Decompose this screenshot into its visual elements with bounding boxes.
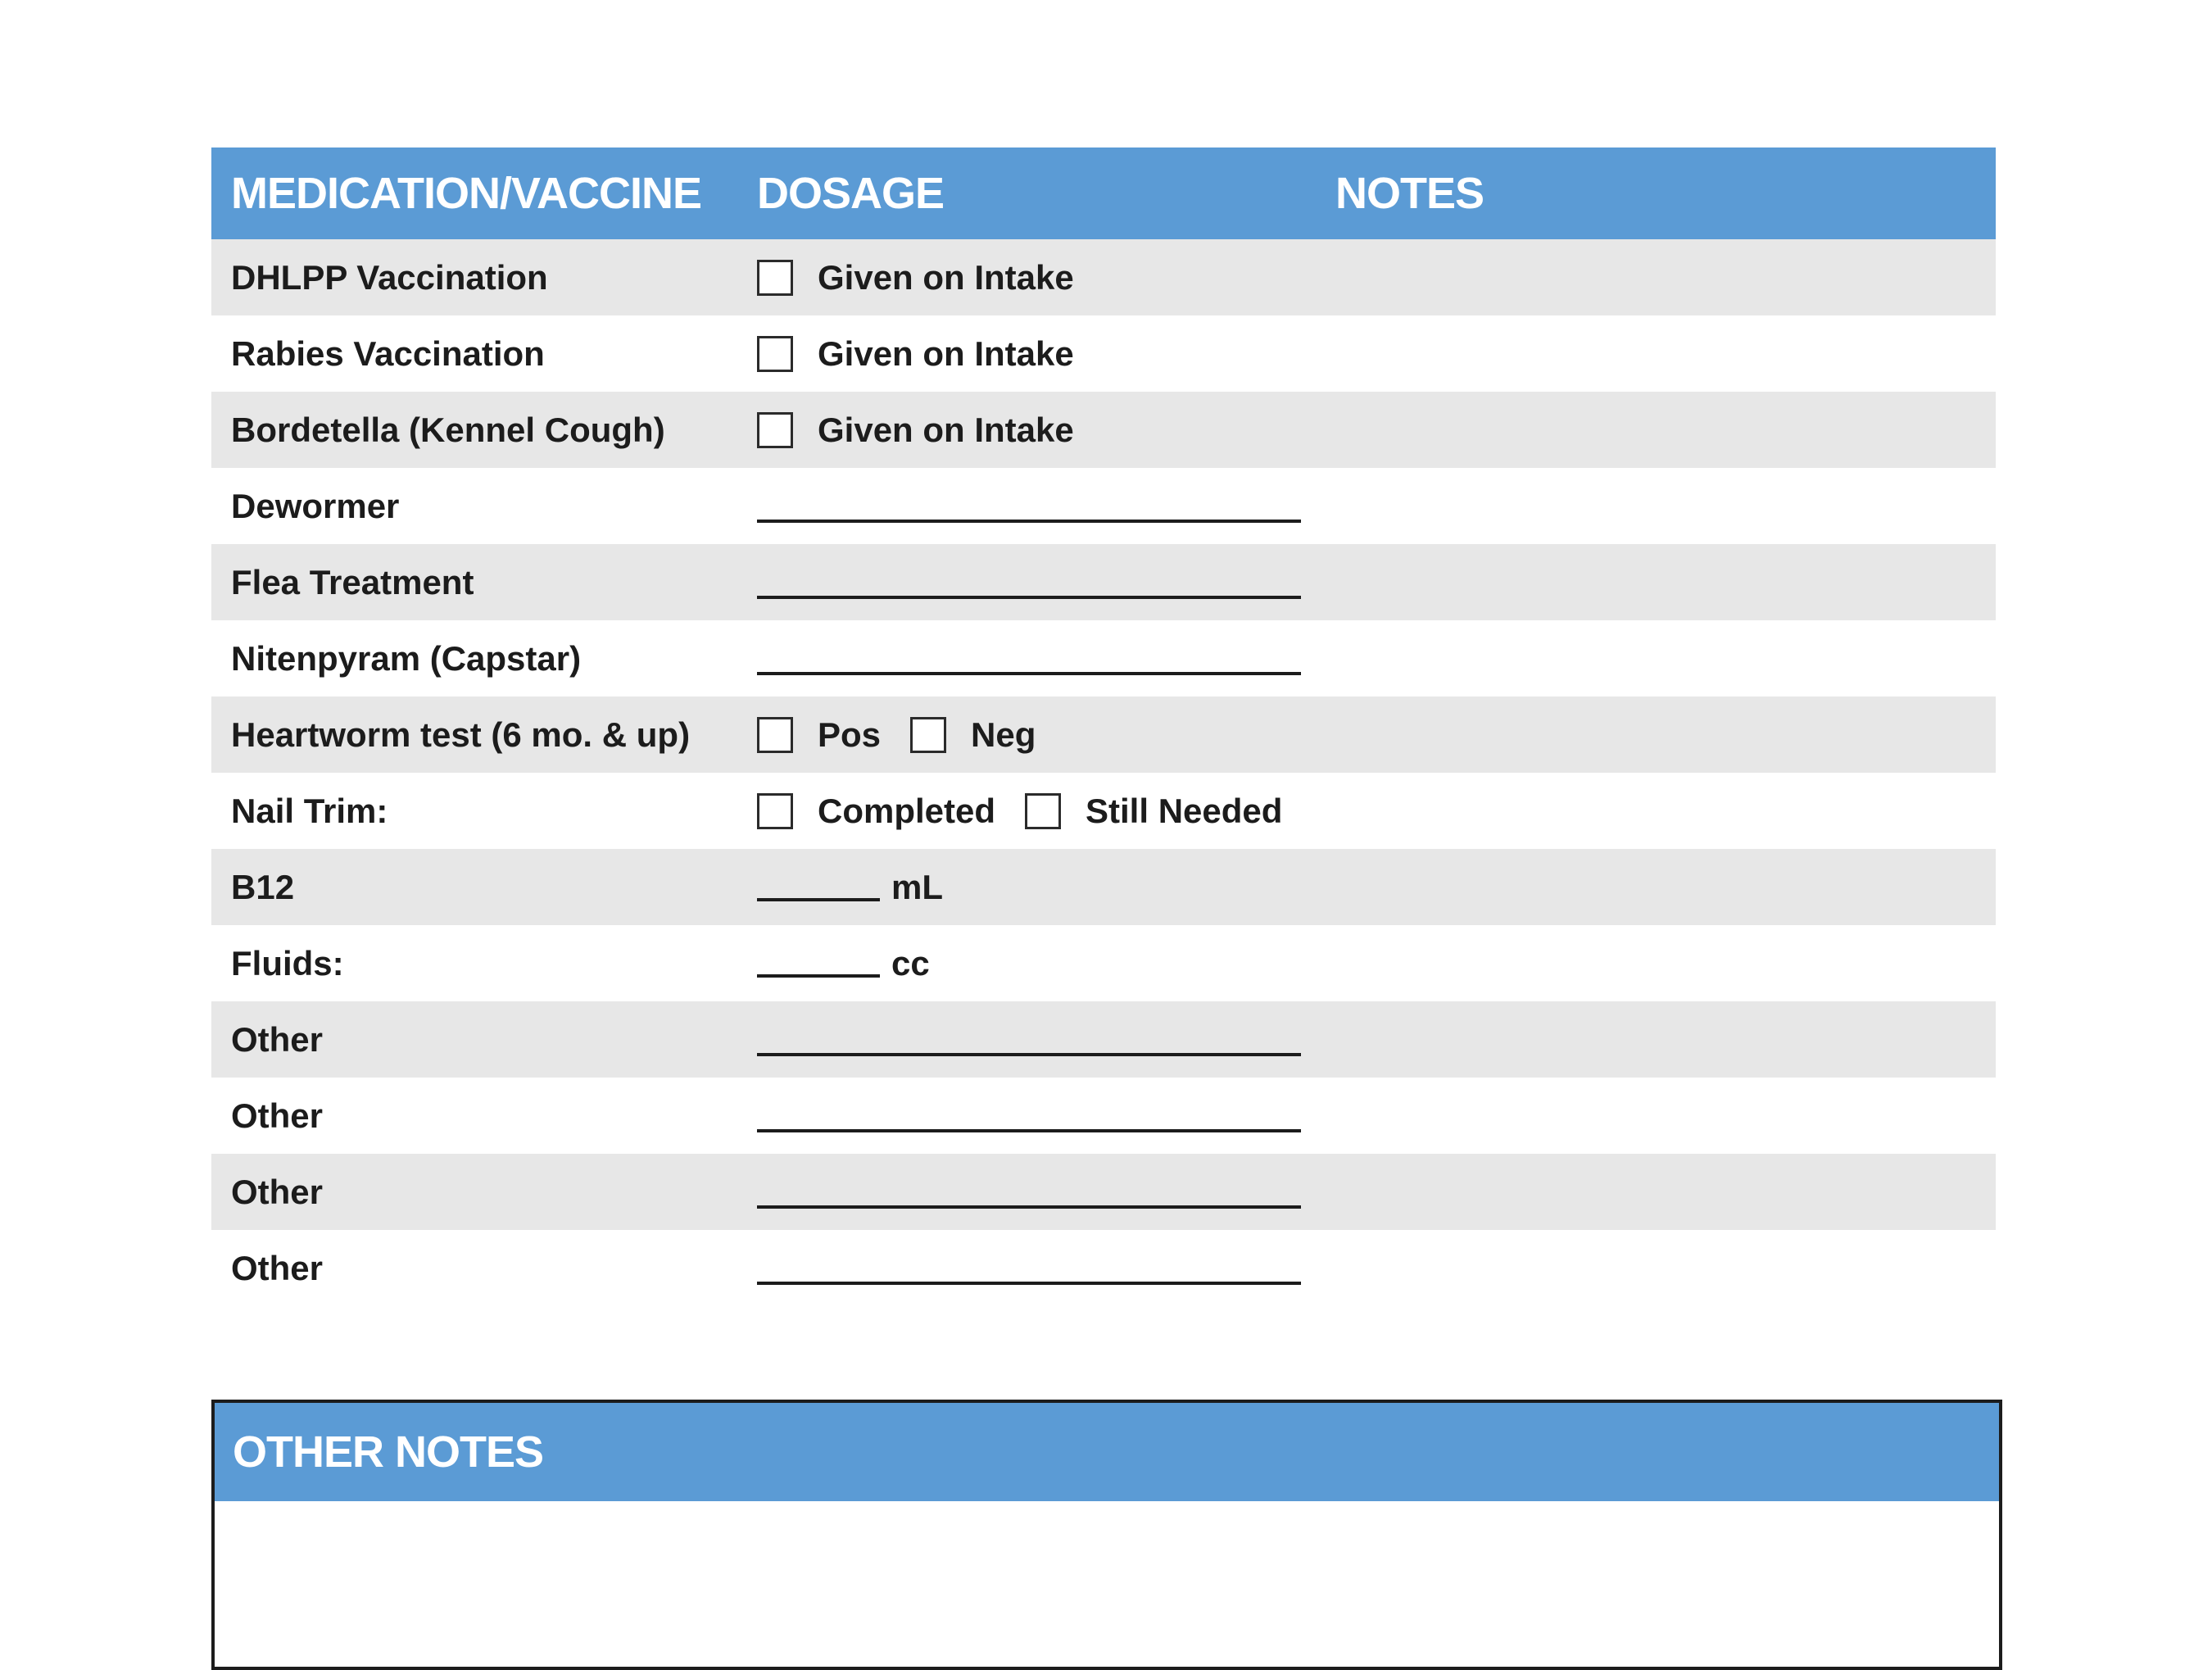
checkbox[interactable] (757, 412, 793, 448)
table-row (211, 315, 1996, 392)
table-row (211, 544, 1996, 620)
dosage-input-line[interactable] (757, 520, 1301, 523)
dosage-cell (739, 697, 1335, 773)
table-row (211, 1078, 1996, 1154)
notes-cell[interactable] (1335, 1154, 1996, 1230)
header-dosage: DOSAGE (757, 169, 945, 218)
dosage-cell (739, 468, 1335, 544)
dosage-input-line[interactable] (757, 1053, 1301, 1056)
dosage-cell (739, 315, 1335, 392)
checkbox-label: Given on Intake (818, 334, 1074, 373)
medication-name: DHLPP Vaccination (231, 257, 548, 297)
checkbox-label: Still Needed (1086, 791, 1283, 830)
medication-name: Nail Trim: (231, 791, 388, 830)
notes-cell[interactable] (1335, 392, 1996, 468)
dosage-input-line[interactable] (757, 1282, 1301, 1285)
dosage-cell (739, 392, 1335, 468)
notes-cell[interactable] (1335, 620, 1996, 697)
table-row (211, 773, 1996, 849)
checkbox-label: Given on Intake (818, 257, 1074, 297)
medication-name: Flea Treatment (231, 562, 474, 601)
header-medication: MEDICATION/VACCINE (231, 169, 701, 218)
table-row (211, 1001, 1996, 1078)
dosage-cell (739, 1154, 1335, 1230)
dosage-cell (739, 620, 1335, 697)
checkbox[interactable] (1025, 793, 1061, 829)
dosage-input-line[interactable] (757, 1205, 1301, 1209)
medication-name: Other (231, 1096, 324, 1135)
table-row (211, 849, 1996, 925)
unit-label: cc (891, 943, 930, 982)
medication-name: Nitenpyram (Capstar) (231, 638, 582, 678)
table-row (211, 392, 1996, 468)
dosage-input-line[interactable] (757, 974, 880, 978)
notes-cell[interactable] (1335, 849, 1996, 925)
notes-cell[interactable] (1335, 468, 1996, 544)
checkbox-label: Neg (971, 715, 1036, 754)
table-row (211, 620, 1996, 697)
other-notes-input[interactable] (215, 1501, 1999, 1657)
checkbox[interactable] (757, 793, 793, 829)
medication-name: B12 (231, 867, 295, 906)
table-row (211, 925, 1996, 1001)
table-row (211, 1230, 1996, 1306)
table-row (211, 239, 1996, 315)
notes-cell[interactable] (1335, 773, 1996, 849)
notes-cell[interactable] (1335, 544, 1996, 620)
table-header (211, 147, 1996, 239)
notes-cell[interactable] (1335, 315, 1996, 392)
dosage-cell (739, 773, 1335, 849)
dosage-input-line[interactable] (757, 1129, 1301, 1132)
other-notes-box (211, 1400, 2002, 1670)
medication-name: Other (231, 1019, 324, 1059)
dosage-cell (739, 1078, 1335, 1154)
unit-label: mL (891, 867, 943, 906)
medication-name: Fluids: (231, 943, 344, 982)
dosage-input-line[interactable] (757, 672, 1301, 675)
medication-name: Other (231, 1248, 324, 1287)
dosage-input-line[interactable] (757, 596, 1301, 599)
table-row (211, 468, 1996, 544)
checkbox[interactable] (757, 260, 793, 296)
checkbox[interactable] (757, 717, 793, 753)
notes-cell[interactable] (1335, 697, 1996, 773)
checkbox[interactable] (757, 336, 793, 372)
notes-cell[interactable] (1335, 239, 1996, 315)
checkbox-label: Pos (818, 715, 882, 754)
checkbox-label: Completed (818, 791, 996, 830)
dosage-cell (739, 544, 1335, 620)
header-notes: NOTES (1335, 169, 1484, 218)
dosage-cell (739, 239, 1335, 315)
dosage-cell (739, 925, 1335, 1001)
checkbox[interactable] (910, 717, 946, 753)
table-row (211, 1154, 1996, 1230)
dosage-cell (739, 1001, 1335, 1078)
medication-table (211, 147, 1996, 1306)
other-notes-title: OTHER NOTES (215, 1403, 1999, 1501)
table-row (211, 697, 1996, 773)
medication-name: Dewormer (231, 486, 400, 525)
medication-name: Rabies Vaccination (231, 334, 545, 373)
notes-cell[interactable] (1335, 925, 1996, 1001)
dosage-cell (739, 1230, 1335, 1306)
notes-cell[interactable] (1335, 1001, 1996, 1078)
checkbox-label: Given on Intake (818, 410, 1074, 449)
notes-cell[interactable] (1335, 1078, 1996, 1154)
medication-name: Bordetella (Kennel Cough) (231, 410, 665, 449)
dosage-cell (739, 849, 1335, 925)
notes-cell[interactable] (1335, 1230, 1996, 1306)
medication-name: Heartworm test (6 mo. & up) (231, 715, 691, 754)
dosage-input-line[interactable] (757, 898, 880, 901)
medication-name: Other (231, 1172, 324, 1211)
